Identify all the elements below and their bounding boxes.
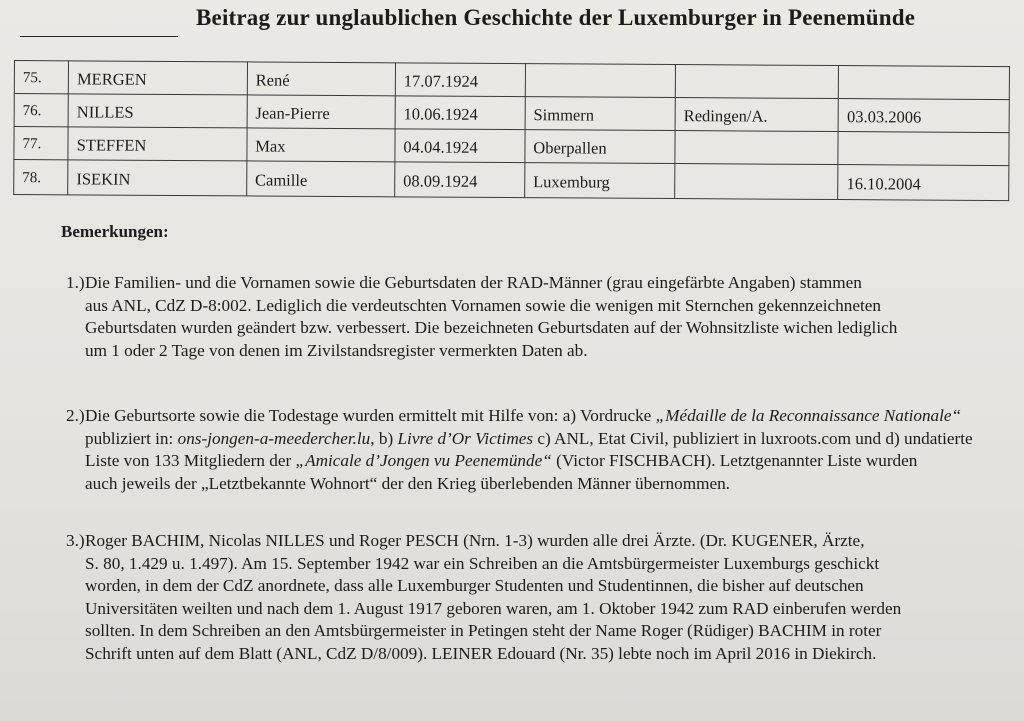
remark-line: Schrift unten auf dem Blatt (ANL, CdZ D/8/009). LEINER Edouard (Nr. 35) lebte noch im April 2016 in Diekirch.	[85, 643, 877, 663]
remark-line: S. 80, 1.429 u. 1.497). Am 15. September 1942 war ein Schreiben an die Amtsbürgermeister Luxemburgs geschickt	[85, 553, 880, 573]
remark-text: c) ANL, Etat Civil, publiziert in luxroots.com und d) undatierte	[533, 428, 973, 448]
page-title: Beitrag zur unglaublichen Geschichte der Luxemburger in Peenemünde	[196, 5, 916, 30]
remark-line	[66, 428, 1021, 451]
birth-date: 04.04.1924	[395, 129, 525, 163]
row-number: 76.	[14, 94, 68, 127]
remark-italic-text: „Médaille de la Reconnaissance Nationale“	[655, 406, 962, 425]
family-name: MERGEN	[68, 61, 247, 95]
remark-number: 1.)	[66, 273, 85, 292]
last-residence	[675, 65, 838, 99]
last-residence: Redingen/A.	[675, 98, 838, 132]
header-rule	[20, 36, 178, 37]
family-name: ISEKIN	[68, 160, 247, 196]
member-table	[13, 60, 1010, 201]
remark-italic-text: „Amicale d’Jongen vu Peenemünde“	[295, 451, 552, 470]
death-date	[839, 66, 1010, 100]
remarks-heading: Bemerkungen:	[61, 222, 169, 241]
death-date: 16.10.2004	[838, 165, 1009, 201]
first-name: Jean-Pierre	[247, 95, 395, 129]
last-residence	[675, 131, 838, 165]
last-residence	[675, 164, 838, 200]
family-name: STEFFEN	[68, 127, 247, 161]
remark-line	[66, 405, 1021, 428]
remark-text: publiziert in:	[85, 428, 178, 448]
row-number: 75.	[14, 61, 68, 94]
remark-text: Die Geburtsorte sowie die Todestage wurden ermittelt mit Hilfe von: a) Vordrucke	[85, 406, 656, 425]
row-number: 77.	[14, 127, 68, 160]
remark-line: auch jeweils der „Letztbekannte Wohnort“ der den Krieg überlebenden Männer übernommen.	[85, 473, 730, 493]
family-name: NILLES	[68, 94, 247, 128]
remark-number: 3.)	[66, 531, 85, 550]
remark-line	[66, 450, 1021, 473]
remark-line: Die Familien- und die Vornamen sowie die Geburtsdaten der RAD-Männer (grau eingefärbte Angaben) stammen	[85, 273, 862, 292]
remark-text: (Victor FISCHBACH). Letztgenannter Liste wurden	[551, 451, 918, 470]
remark-line: um 1 oder 2 Tage von denen im Zivilstandsregister vermerkten Daten ab.	[85, 340, 588, 360]
remark-line: Roger BACHIM, Nicolas NILLES und Roger PESCH (Nrn. 1-3) wurden alle drei Ärzte. (Dr. KUGENER, Ärzte,	[85, 531, 865, 550]
birth-date: 10.06.1924	[395, 96, 525, 130]
first-name: Camille	[246, 161, 394, 197]
birth-date: 08.09.1924	[395, 162, 525, 198]
birth-date: 17.07.1924	[395, 63, 525, 97]
remark-line: Universitäten weilten und nach dem 1. August 1917 geboren waren, am 1. Oktober 1942 zum RAD einberufen werden	[85, 598, 902, 618]
first-name: Max	[247, 128, 395, 162]
remark-line: aus ANL, CdZ D-8:002. Lediglich die verdeutschten Vornamen sowie die wenigen mit Sternchen gekennzeichneten	[85, 295, 881, 315]
remark-line: Geburtsdaten wurden geändert bzw. verbessert. Die bezeichneten Geburtsdaten auf der Wohnsitzliste wichen lediglich	[85, 318, 898, 337]
remark-text: , b)	[370, 428, 398, 448]
remark-italic-text: Livre d’Or Victimes	[397, 428, 534, 448]
death-date: 03.03.2006	[838, 99, 1009, 133]
table-row	[14, 160, 1009, 201]
remark-1	[66, 272, 1021, 362]
remark-3	[66, 530, 1021, 665]
first-name: René	[247, 62, 395, 96]
remark-italic-text: ons-jongen-a-meedercher.lu	[177, 428, 371, 448]
remark-text: Liste von 133 Mitgliedern der	[85, 451, 296, 470]
birth-place	[525, 64, 675, 98]
row-number: 78.	[14, 160, 68, 195]
remark-line: worden, in dem der CdZ anordnete, dass alle Luxemburger Studenten und Studentinnen, die bisher auf deutschen	[85, 576, 864, 595]
remark-number: 2.)	[66, 406, 85, 425]
birth-place: Oberpallen	[525, 130, 675, 164]
death-date	[838, 132, 1009, 166]
remark-2	[66, 405, 1021, 495]
remark-line: sollten. In dem Schreiben an den Amtsbürgermeister in Petingen steht der Name Roger (Rüdiger) BACHIM in roter	[85, 621, 882, 640]
birth-place: Simmern	[525, 97, 675, 131]
birth-place: Luxemburg	[525, 163, 675, 199]
